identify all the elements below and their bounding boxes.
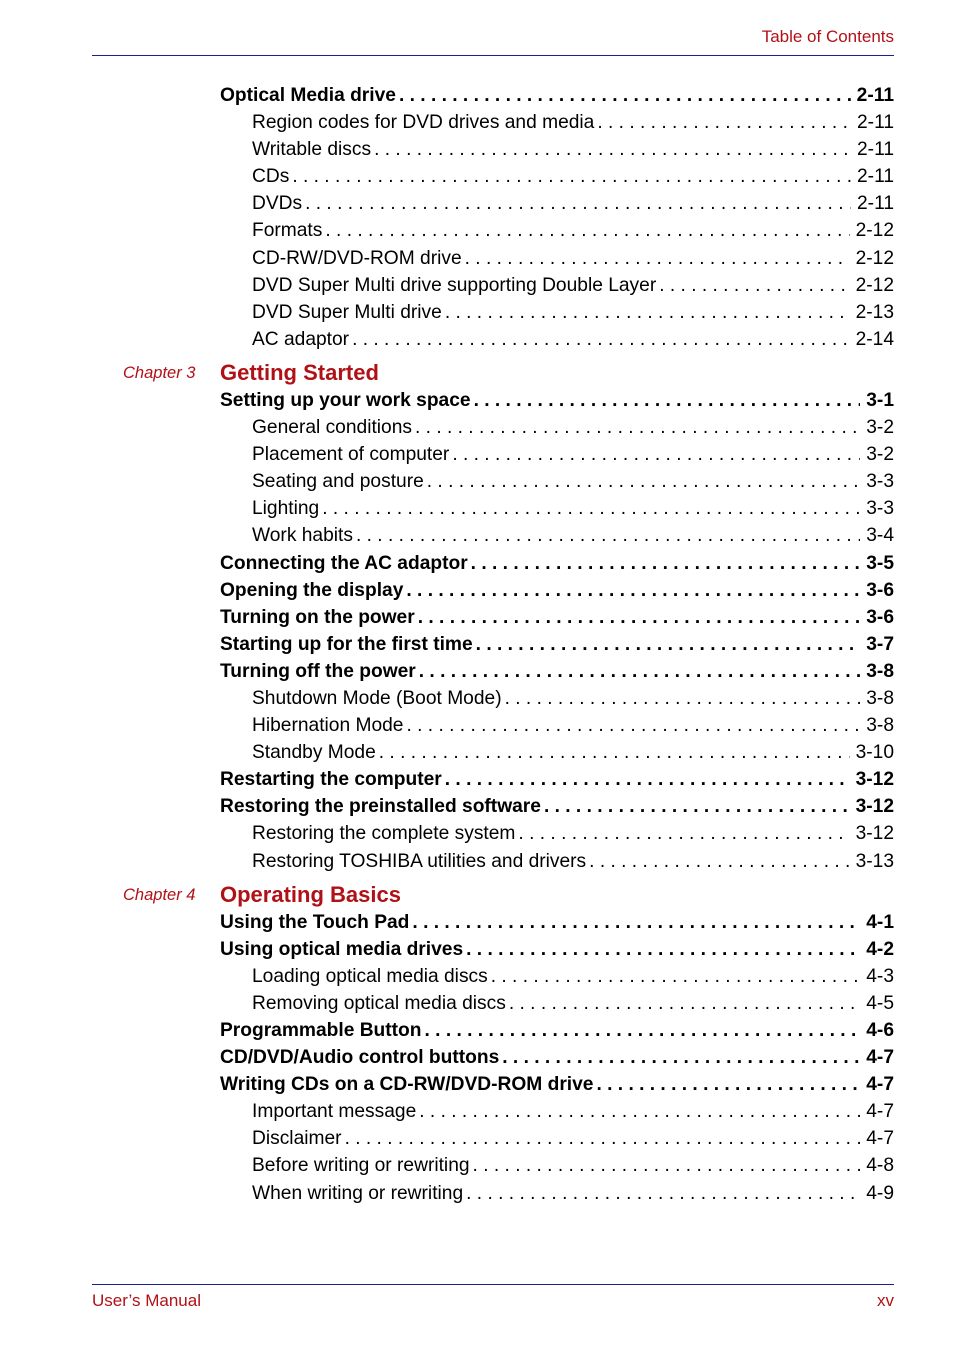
- toc-entry-line: [252, 963, 894, 990]
- dot-leader: [342, 1125, 861, 1152]
- toc-entry-page: 3-6: [860, 604, 894, 631]
- toc-subsection-entry[interactable]: [0, 522, 954, 549]
- toc-entry-page: 4-7: [860, 1044, 894, 1071]
- toc-entry-page: 3-10: [850, 739, 894, 766]
- toc-entry-line: [252, 990, 894, 1017]
- dot-leader: [403, 712, 860, 739]
- toc-entry-title: Opening the display: [220, 579, 404, 601]
- toc-section-entry[interactable]: [0, 1071, 954, 1098]
- toc-entry-title: Writable discs: [252, 139, 372, 161]
- toc-subsection-entry[interactable]: [0, 163, 954, 190]
- toc-section-entry[interactable]: [0, 387, 954, 414]
- toc-entry-page: 2-14: [850, 326, 894, 353]
- toc-subsection-entry[interactable]: [0, 245, 954, 272]
- toc-entry-title: Turning off the power: [220, 660, 416, 682]
- dot-leader: [302, 190, 851, 217]
- toc-entry-page: 3-2: [860, 441, 894, 468]
- toc-entry-page: 2-11: [851, 190, 894, 217]
- toc-entry-title: Shutdown Mode (Boot Mode): [252, 687, 502, 709]
- toc-entry-line: [252, 1180, 894, 1207]
- toc-entry-title: DVD Super Multi drive: [252, 301, 442, 323]
- dot-leader: [506, 990, 860, 1017]
- toc-entry-title: Before writing or rewriting: [252, 1155, 470, 1177]
- toc-entry-page: 4-2: [860, 936, 894, 963]
- toc-entry-line: [252, 272, 894, 299]
- dot-leader: [442, 766, 850, 793]
- toc-entry-line: [252, 414, 894, 441]
- toc-entry-line: [220, 82, 894, 109]
- toc-entry-page: 3-12: [850, 793, 894, 820]
- toc-entry-page: 2-13: [850, 299, 894, 326]
- toc-entry-title: Removing optical media discs: [252, 992, 506, 1014]
- toc-entry-line: [252, 820, 894, 847]
- dot-leader: [468, 550, 861, 577]
- toc-entry-line: [252, 848, 894, 875]
- toc-section-entry[interactable]: [0, 936, 954, 963]
- dot-leader: [541, 793, 850, 820]
- dot-leader: [322, 217, 849, 244]
- toc-entry-page: 4-5: [860, 990, 894, 1017]
- toc-entry-page: 2-12: [850, 217, 894, 244]
- chapter-label: Chapter 3: [123, 363, 196, 382]
- toc-entry-title: AC adaptor: [252, 328, 350, 350]
- toc-entry-line: [252, 245, 894, 272]
- toc-entry-title: Programmable Button: [220, 1020, 422, 1041]
- toc-subsection-entry[interactable]: [0, 441, 954, 468]
- toc-entry-title: Restoring TOSHIBA utilities and drivers: [252, 850, 587, 872]
- dot-leader: [471, 387, 861, 414]
- chapter-title[interactable]: Operating Basics: [220, 881, 401, 907]
- toc-section-entry[interactable]: [0, 1044, 954, 1071]
- footer-rule: [92, 1284, 894, 1285]
- toc-entry-line: [220, 766, 894, 793]
- dot-leader: [449, 441, 860, 468]
- dot-leader: [319, 495, 860, 522]
- toc-entry-title: DVD Super Multi drive supporting Double Layer: [252, 274, 657, 296]
- header-section-title: Table of Contents: [761, 27, 894, 46]
- toc-entry-title: General conditions: [252, 417, 412, 439]
- toc-entry-title: Setting up your work space: [220, 389, 471, 411]
- toc-entry-page: 2-11: [851, 82, 894, 109]
- toc-subsection-entry[interactable]: [0, 990, 954, 1017]
- toc-entry-title: CD/DVD/Audio control buttons: [220, 1047, 500, 1069]
- toc-entry-line: [252, 326, 894, 353]
- toc-entry-title: Important message: [252, 1101, 417, 1123]
- toc-entry-title: Writing CDs on a CD-RW/DVD-ROM drive: [220, 1074, 594, 1096]
- toc-subsection-entry[interactable]: [0, 820, 954, 847]
- toc-entry-line: [220, 577, 894, 604]
- dot-leader: [396, 82, 851, 109]
- dot-leader: [415, 604, 861, 631]
- toc-entry-page: 3-8: [860, 658, 894, 685]
- toc-entry-line: [252, 712, 894, 739]
- toc-entry-page: 4-7: [860, 1071, 894, 1098]
- chapter-label: Chapter 4: [123, 885, 196, 904]
- toc-entry-line: [252, 1125, 894, 1152]
- footer-manual-name: User’s Manual: [92, 1291, 201, 1310]
- toc-entry-page: 3-5: [860, 550, 894, 577]
- dot-leader: [416, 1098, 860, 1125]
- toc-subsection-entry[interactable]: [0, 963, 954, 990]
- dot-leader: [349, 326, 850, 353]
- toc-entry-line: [220, 387, 894, 414]
- toc-section-entry[interactable]: [0, 631, 954, 658]
- dot-leader: [656, 272, 849, 299]
- toc-subsection-entry[interactable]: [0, 1152, 954, 1179]
- toc-entry-line: [220, 1044, 894, 1071]
- toc-entry-line: [220, 604, 894, 631]
- toc-entry-title: Restoring the complete system: [252, 823, 516, 845]
- dot-leader: [470, 1152, 861, 1179]
- toc-section-entry[interactable]: [0, 1017, 954, 1044]
- toc-entry-title: Starting up for the first time: [220, 633, 473, 655]
- toc-entry-page: 2-11: [851, 163, 894, 190]
- toc-entry-line: [252, 739, 894, 766]
- header-rule: [92, 55, 894, 56]
- dot-leader: [515, 820, 849, 847]
- toc-entry-page: 4-6: [860, 1017, 894, 1044]
- toc-entry-page: 2-12: [850, 272, 894, 299]
- toc-entry-line: [220, 658, 894, 685]
- dot-leader: [353, 522, 860, 549]
- toc-entry-title: Region codes for DVD drives and media: [252, 112, 595, 134]
- toc-entry-title: Using the Touch Pad: [220, 911, 410, 933]
- dot-leader: [594, 109, 851, 136]
- toc-entry-page: 3-1: [860, 387, 894, 414]
- table-of-contents: [0, 82, 954, 1207]
- toc-subsection-entry[interactable]: [0, 272, 954, 299]
- dot-leader: [593, 1071, 860, 1098]
- toc-entry-page: 2-12: [850, 245, 894, 272]
- toc-entry-title: CD-RW/DVD-ROM drive: [252, 247, 462, 269]
- toc-entry-page: 4-7: [860, 1098, 894, 1125]
- toc-subsection-entry[interactable]: [0, 109, 954, 136]
- chapter-title[interactable]: Getting Started: [220, 359, 379, 385]
- toc-entry-page: 2-11: [851, 136, 894, 163]
- toc-section-entry[interactable]: [0, 793, 954, 820]
- toc-section-entry[interactable]: [0, 766, 954, 793]
- dot-leader: [442, 299, 850, 326]
- toc-subsection-entry[interactable]: [0, 468, 954, 495]
- toc-entry-line: [252, 468, 894, 495]
- toc-subsection-entry[interactable]: [0, 414, 954, 441]
- toc-entry-title: Work habits: [252, 525, 353, 547]
- dot-leader: [403, 577, 860, 604]
- toc-entry-page: 3-12: [850, 820, 894, 847]
- toc-section-entry[interactable]: [0, 550, 954, 577]
- toc-subsection-entry[interactable]: [0, 1098, 954, 1125]
- dot-leader: [488, 963, 861, 990]
- toc-subsection-entry[interactable]: [0, 136, 954, 163]
- toc-entry-line: [220, 793, 894, 820]
- toc-entry-title: Hibernation Mode: [252, 715, 404, 737]
- toc-subsection-entry[interactable]: [0, 685, 954, 712]
- toc-entry-line: [220, 936, 894, 963]
- toc-entry-line: [220, 1071, 894, 1098]
- dot-leader: [422, 1017, 861, 1044]
- toc-entry-line: [252, 163, 894, 190]
- toc-entry-title: Restoring the preinstalled software: [220, 796, 541, 818]
- toc-entry-title: Disclaimer: [252, 1128, 342, 1150]
- toc-entry-title: Turning on the power: [220, 606, 415, 628]
- toc-section-entry[interactable]: [0, 604, 954, 631]
- toc-entry-page: 3-8: [860, 685, 894, 712]
- toc-subsection-entry[interactable]: [0, 712, 954, 739]
- toc-entry-page: 3-3: [860, 495, 894, 522]
- dot-leader: [376, 739, 850, 766]
- toc-entry-line: [252, 217, 894, 244]
- toc-entry-page: 3-8: [860, 712, 894, 739]
- dot-leader: [462, 245, 850, 272]
- toc-entry-title: Lighting: [252, 498, 320, 520]
- toc-section-entry[interactable]: [0, 577, 954, 604]
- toc-entry-line: [252, 441, 894, 468]
- toc-entry-line: [220, 909, 894, 936]
- toc-entry-title: Loading optical media discs: [252, 965, 488, 987]
- toc-entry-page: 4-1: [860, 909, 894, 936]
- toc-entry-page: 2-11: [851, 109, 894, 136]
- toc-section-entry[interactable]: [0, 82, 954, 109]
- toc-entry-line: [252, 685, 894, 712]
- toc-entry-title: Connecting the AC adaptor: [220, 552, 468, 574]
- dot-leader: [463, 936, 860, 963]
- toc-entry-line: [220, 550, 894, 577]
- toc-entry-title: Standby Mode: [252, 742, 376, 764]
- toc-entry-line: [252, 1152, 894, 1179]
- dot-leader: [409, 909, 860, 936]
- toc-section-entry[interactable]: [0, 658, 954, 685]
- toc-entry-title: Optical Media drive: [220, 85, 396, 106]
- dot-leader: [473, 631, 861, 658]
- dot-leader: [499, 1044, 860, 1071]
- toc-subsection-entry[interactable]: [0, 190, 954, 217]
- toc-entry-page: 3-6: [860, 577, 894, 604]
- toc-entry-line: [220, 631, 894, 658]
- toc-subsection-entry[interactable]: [0, 217, 954, 244]
- toc-entry-line: [252, 299, 894, 326]
- toc-entry-page: 4-7: [860, 1125, 894, 1152]
- dot-leader: [371, 136, 851, 163]
- toc-entry-line: [220, 1017, 894, 1044]
- toc-entry-line: [252, 495, 894, 522]
- toc-entry-page: 3-12: [850, 766, 894, 793]
- toc-entry-title: Formats: [252, 220, 323, 242]
- dot-leader: [502, 685, 861, 712]
- dot-leader: [586, 848, 849, 875]
- toc-subsection-entry[interactable]: [0, 1180, 954, 1207]
- toc-subsection-entry[interactable]: [0, 848, 954, 875]
- dot-leader: [412, 414, 860, 441]
- toc-entry-page: 3-3: [860, 468, 894, 495]
- toc-entry-title: Placement of computer: [252, 444, 450, 466]
- dot-leader: [289, 163, 851, 190]
- toc-entry-page: 4-3: [860, 963, 894, 990]
- toc-entry-title: Using optical media drives: [220, 938, 464, 960]
- toc-subsection-entry[interactable]: [0, 495, 954, 522]
- toc-entry-page: 3-13: [850, 848, 894, 875]
- toc-entry-title: When writing or rewriting: [252, 1182, 464, 1204]
- toc-entry-page: 3-4: [860, 522, 894, 549]
- toc-subsection-entry[interactable]: [0, 1125, 954, 1152]
- toc-entry-page: 4-9: [860, 1180, 894, 1207]
- toc-entry-page: 4-8: [860, 1152, 894, 1179]
- toc-entry-line: [252, 190, 894, 217]
- toc-entry-page: 3-2: [860, 414, 894, 441]
- footer-page-number: xv: [877, 1291, 894, 1310]
- toc-entry-title: Seating and posture: [252, 471, 424, 493]
- chapter-heading: [0, 882, 954, 909]
- toc-subsection-entry[interactable]: [0, 326, 954, 353]
- dot-leader: [416, 658, 861, 685]
- toc-entry-line: [252, 136, 894, 163]
- toc-entry-line: [252, 109, 894, 136]
- toc-entry-title: Restarting the computer: [220, 769, 442, 791]
- toc-entry-title: CDs: [252, 166, 290, 188]
- toc-entry-title: DVDs: [252, 193, 303, 215]
- dot-leader: [424, 468, 861, 495]
- toc-entry-line: [252, 1098, 894, 1125]
- toc-subsection-entry[interactable]: [0, 299, 954, 326]
- chapter-heading: [0, 360, 954, 387]
- dot-leader: [463, 1180, 860, 1207]
- toc-subsection-entry[interactable]: [0, 739, 954, 766]
- toc-entry-page: 3-7: [860, 631, 894, 658]
- toc-entry-line: [252, 522, 894, 549]
- toc-section-entry[interactable]: [0, 909, 954, 936]
